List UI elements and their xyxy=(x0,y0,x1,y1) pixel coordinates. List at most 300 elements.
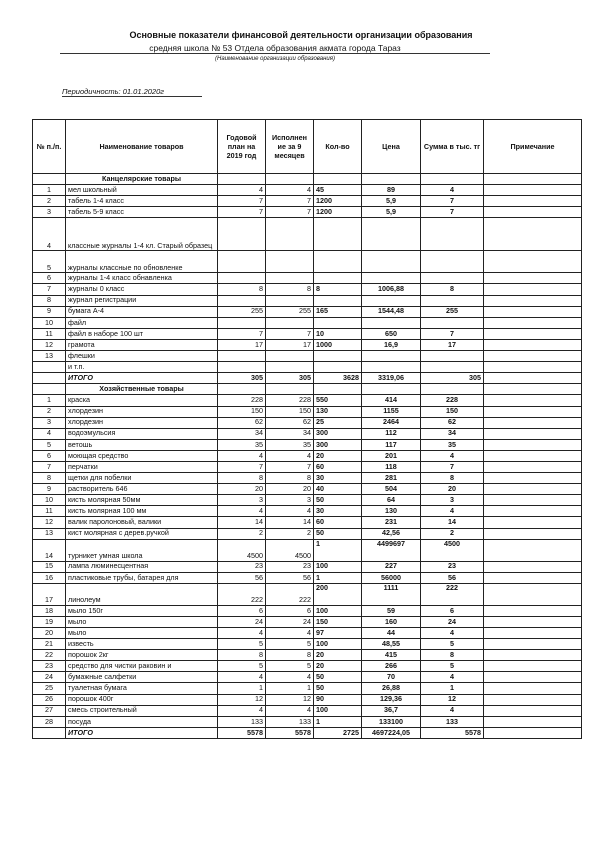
sum-value: 62 xyxy=(421,417,484,428)
sum-value xyxy=(421,351,484,362)
done-value: 6 xyxy=(266,605,314,616)
note-cell xyxy=(484,351,582,362)
note-cell xyxy=(484,185,582,196)
qty-value xyxy=(314,295,362,306)
note-cell xyxy=(484,484,582,495)
qty-value: 100 xyxy=(314,561,362,572)
done-value: 2 xyxy=(266,528,314,539)
plan-value: 12 xyxy=(218,694,266,705)
done-value: 4 xyxy=(266,628,314,639)
note-cell xyxy=(484,561,582,572)
done-value: 23 xyxy=(266,561,314,572)
note-cell xyxy=(484,705,582,716)
sum-value: 34 xyxy=(421,428,484,439)
note-cell xyxy=(484,295,582,306)
done-value: 4 xyxy=(266,705,314,716)
table-row xyxy=(33,295,582,306)
price-value: 5,9 xyxy=(362,196,421,207)
done-value: 12 xyxy=(266,694,314,705)
item-name: порошок 400г xyxy=(66,694,218,705)
plan-value: 34 xyxy=(218,428,266,439)
qty-value: 20 xyxy=(314,450,362,461)
item-name: журнал регистрации xyxy=(66,295,218,306)
total-sum: 305 xyxy=(421,373,484,384)
table-row xyxy=(33,539,582,561)
done-value: 228 xyxy=(266,395,314,406)
table-row xyxy=(33,395,582,406)
table-row xyxy=(33,306,582,317)
done-value xyxy=(266,351,314,362)
done-value: 1 xyxy=(266,683,314,694)
plan-value: 150 xyxy=(218,406,266,417)
done-value: 8 xyxy=(266,650,314,661)
table-row xyxy=(33,185,582,196)
done-value: 7 xyxy=(266,207,314,218)
table-row xyxy=(33,572,582,583)
sum-value: 4 xyxy=(421,185,484,196)
total-price: 3319,06 xyxy=(362,373,421,384)
plan-value: 62 xyxy=(218,417,266,428)
plan-value xyxy=(218,362,266,373)
item-name: классные журналы 1-4 кл. Старый образец xyxy=(66,218,218,251)
plan-value: 8 xyxy=(218,473,266,484)
row-number: 22 xyxy=(33,650,66,661)
item-name: щетки для побелки xyxy=(66,473,218,484)
sum-value: 8 xyxy=(421,650,484,661)
sum-value: 4500 xyxy=(421,539,484,561)
table-row xyxy=(33,284,582,295)
qty-value: 300 xyxy=(314,428,362,439)
table-row xyxy=(33,605,582,616)
done-value xyxy=(266,362,314,373)
table-row xyxy=(33,506,582,517)
row-number: 25 xyxy=(33,683,66,694)
price-value: 281 xyxy=(362,473,421,484)
section-number-cell xyxy=(33,174,66,185)
col-header-note: Примечание xyxy=(484,120,582,174)
note-cell xyxy=(484,473,582,484)
price-value: 118 xyxy=(362,461,421,472)
note-cell xyxy=(484,539,582,561)
plan-value: 7 xyxy=(218,461,266,472)
qty-value: 20 xyxy=(314,650,362,661)
note-cell xyxy=(484,495,582,506)
price-value: 201 xyxy=(362,450,421,461)
section-header-row xyxy=(33,174,582,185)
price-value: 231 xyxy=(362,517,421,528)
item-name: кисть молярная 100 мм xyxy=(66,506,218,517)
empty-cell xyxy=(266,384,314,395)
empty-cell xyxy=(218,174,266,185)
done-value: 4 xyxy=(266,672,314,683)
sum-value: 24 xyxy=(421,616,484,627)
done-value xyxy=(266,295,314,306)
item-name: хлордезин xyxy=(66,406,218,417)
row-number: 5 xyxy=(33,439,66,450)
note-cell xyxy=(484,362,582,373)
qty-value: 30 xyxy=(314,506,362,517)
sum-value: 4 xyxy=(421,672,484,683)
row-number: 9 xyxy=(33,484,66,495)
sum-value: 7 xyxy=(421,328,484,339)
table-row xyxy=(33,406,582,417)
price-value: 266 xyxy=(362,661,421,672)
note-cell xyxy=(484,506,582,517)
done-value: 7 xyxy=(266,328,314,339)
done-value xyxy=(266,251,314,273)
done-value: 62 xyxy=(266,417,314,428)
section-title: Канцелярские товары xyxy=(66,174,218,185)
section-header-row xyxy=(33,384,582,395)
qty-value: 300 xyxy=(314,439,362,450)
plan-value: 4 xyxy=(218,672,266,683)
sum-value xyxy=(421,273,484,284)
item-name: мел школьный xyxy=(66,185,218,196)
sum-value: 4 xyxy=(421,450,484,461)
item-name: журналы 1-4 класс обнавленка xyxy=(66,273,218,284)
item-name: моющая средство xyxy=(66,450,218,461)
empty-cell xyxy=(484,174,582,185)
table-row xyxy=(33,639,582,650)
note-cell xyxy=(484,628,582,639)
row-number: 7 xyxy=(33,284,66,295)
plan-value: 6 xyxy=(218,605,266,616)
sum-value: 4 xyxy=(421,705,484,716)
qty-value xyxy=(314,362,362,373)
organization-name: средняя школа № 53 Отдела образования акмата города Тараз xyxy=(60,43,490,54)
row-number: 12 xyxy=(33,517,66,528)
plan-value: 17 xyxy=(218,339,266,350)
plan-value: 2 xyxy=(218,528,266,539)
done-value: 35 xyxy=(266,439,314,450)
qty-value: 45 xyxy=(314,185,362,196)
sum-value: 12 xyxy=(421,694,484,705)
done-value: 4 xyxy=(266,450,314,461)
periodicity: Периодичность: 01.01.2020г xyxy=(62,87,202,97)
table-row xyxy=(33,273,582,284)
col-header-name: Наименование товаров xyxy=(66,120,218,174)
row-number: 19 xyxy=(33,616,66,627)
item-name: линолеум xyxy=(66,583,218,605)
sum-value: 150 xyxy=(421,406,484,417)
done-value: 5 xyxy=(266,661,314,672)
sum-value: 133 xyxy=(421,716,484,727)
row-number: 27 xyxy=(33,705,66,716)
qty-value xyxy=(314,351,362,362)
document-title: Основные показатели финансовой деятельности организации образования xyxy=(129,30,473,40)
plan-value xyxy=(218,218,266,251)
row-number: 12 xyxy=(33,339,66,350)
item-name: мыло xyxy=(66,628,218,639)
sum-value xyxy=(421,218,484,251)
table-row xyxy=(33,705,582,716)
col-header-plan: Годовой план на 2019 год xyxy=(218,120,266,174)
table-row xyxy=(33,417,582,428)
done-value xyxy=(266,317,314,328)
item-name: смесь строительный xyxy=(66,705,218,716)
price-value: 70 xyxy=(362,672,421,683)
price-value xyxy=(362,362,421,373)
note-cell xyxy=(484,196,582,207)
plan-value: 35 xyxy=(218,439,266,450)
note-cell xyxy=(484,639,582,650)
note-cell xyxy=(484,439,582,450)
plan-value: 4 xyxy=(218,628,266,639)
total-done: 5578 xyxy=(266,727,314,738)
price-value xyxy=(362,351,421,362)
price-value xyxy=(362,317,421,328)
total-number-cell xyxy=(33,727,66,738)
qty-value: 90 xyxy=(314,694,362,705)
sum-value: 56 xyxy=(421,572,484,583)
sum-value xyxy=(421,362,484,373)
table-header-row xyxy=(33,120,582,174)
sum-value: 20 xyxy=(421,484,484,495)
table-row xyxy=(33,716,582,727)
row-number: 4 xyxy=(33,218,66,251)
item-name: пластиковые трубы, батарея для xyxy=(66,572,218,583)
note-cell xyxy=(484,683,582,694)
total-label: ИТОГО xyxy=(66,373,218,384)
row-number: 20 xyxy=(33,628,66,639)
note-cell xyxy=(484,461,582,472)
price-value: 112 xyxy=(362,428,421,439)
done-value: 56 xyxy=(266,572,314,583)
row-number: 6 xyxy=(33,450,66,461)
plan-value: 24 xyxy=(218,616,266,627)
row-number: 3 xyxy=(33,417,66,428)
row-number: 9 xyxy=(33,306,66,317)
price-value: 133100 xyxy=(362,716,421,727)
done-value: 17 xyxy=(266,339,314,350)
note-cell xyxy=(484,672,582,683)
plan-value: 7 xyxy=(218,328,266,339)
col-header-number: № п./п. xyxy=(33,120,66,174)
price-value: 26,88 xyxy=(362,683,421,694)
item-name: грамота xyxy=(66,339,218,350)
item-name: туалетная бумага xyxy=(66,683,218,694)
total-qty: 3628 xyxy=(314,373,362,384)
note-cell xyxy=(484,251,582,273)
empty-cell xyxy=(218,384,266,395)
price-value: 89 xyxy=(362,185,421,196)
empty-cell xyxy=(266,174,314,185)
plan-value: 5 xyxy=(218,661,266,672)
table-body xyxy=(33,174,582,739)
table-row xyxy=(33,351,582,362)
item-name: флешки xyxy=(66,351,218,362)
row-number: 11 xyxy=(33,328,66,339)
note-cell xyxy=(484,317,582,328)
item-name: кисть молярная 50мм xyxy=(66,495,218,506)
sum-value: 255 xyxy=(421,306,484,317)
table-row xyxy=(33,196,582,207)
note-cell xyxy=(484,306,582,317)
sum-value: 5 xyxy=(421,639,484,650)
qty-value: 550 xyxy=(314,395,362,406)
table-row xyxy=(33,628,582,639)
price-value xyxy=(362,251,421,273)
total-note-cell xyxy=(484,373,582,384)
row-number: 21 xyxy=(33,639,66,650)
plan-value: 4 xyxy=(218,705,266,716)
empty-cell xyxy=(314,384,362,395)
qty-value: 1200 xyxy=(314,196,362,207)
row-number: 8 xyxy=(33,473,66,484)
item-name: известь xyxy=(66,639,218,650)
row-number: 4 xyxy=(33,428,66,439)
price-value: 650 xyxy=(362,328,421,339)
item-name: валик паролоновый, валики xyxy=(66,517,218,528)
table-row xyxy=(33,207,582,218)
row-number: 10 xyxy=(33,495,66,506)
section-title: Хозяйственные товары xyxy=(66,384,218,395)
empty-cell xyxy=(484,384,582,395)
plan-value: 255 xyxy=(218,306,266,317)
total-plan: 305 xyxy=(218,373,266,384)
qty-value: 100 xyxy=(314,705,362,716)
price-value: 415 xyxy=(362,650,421,661)
sum-value xyxy=(421,295,484,306)
qty-value: 50 xyxy=(314,528,362,539)
item-name: журналы классные по обновленке xyxy=(66,251,218,273)
price-value: 59 xyxy=(362,605,421,616)
sum-value: 7 xyxy=(421,461,484,472)
note-cell xyxy=(484,661,582,672)
note-cell xyxy=(484,428,582,439)
done-value: 255 xyxy=(266,306,314,317)
done-value: 7 xyxy=(266,461,314,472)
total-row xyxy=(33,727,582,738)
row-number xyxy=(33,362,66,373)
sum-value: 3 xyxy=(421,495,484,506)
price-value: 48,55 xyxy=(362,639,421,650)
table-row xyxy=(33,461,582,472)
qty-value: 165 xyxy=(314,306,362,317)
row-number: 24 xyxy=(33,672,66,683)
note-cell xyxy=(484,528,582,539)
sum-value: 23 xyxy=(421,561,484,572)
row-number: 6 xyxy=(33,273,66,284)
note-cell xyxy=(484,517,582,528)
row-number: 1 xyxy=(33,395,66,406)
price-value: 117 xyxy=(362,439,421,450)
item-name: бумага А-4 xyxy=(66,306,218,317)
done-value: 14 xyxy=(266,517,314,528)
qty-value: 1 xyxy=(314,539,362,561)
total-sum: 5578 xyxy=(421,727,484,738)
table-row xyxy=(33,495,582,506)
done-value: 150 xyxy=(266,406,314,417)
item-name: табель 1-4 класс xyxy=(66,196,218,207)
total-label: ИТОГО xyxy=(66,727,218,738)
qty-value: 97 xyxy=(314,628,362,639)
empty-cell xyxy=(421,174,484,185)
item-name: ветошь xyxy=(66,439,218,450)
price-value: 129,36 xyxy=(362,694,421,705)
item-name: бумажные салфетки xyxy=(66,672,218,683)
note-cell xyxy=(484,616,582,627)
price-value: 36,7 xyxy=(362,705,421,716)
total-row xyxy=(33,373,582,384)
item-name: водоэмульсия xyxy=(66,428,218,439)
price-value: 227 xyxy=(362,561,421,572)
done-value: 24 xyxy=(266,616,314,627)
done-value: 34 xyxy=(266,428,314,439)
note-cell xyxy=(484,694,582,705)
price-value: 130 xyxy=(362,506,421,517)
row-number: 13 xyxy=(33,528,66,539)
qty-value: 1200 xyxy=(314,207,362,218)
qty-value: 200 xyxy=(314,583,362,605)
qty-value: 60 xyxy=(314,517,362,528)
row-number: 14 xyxy=(33,539,66,561)
row-number: 2 xyxy=(33,196,66,207)
row-number: 5 xyxy=(33,251,66,273)
plan-value: 133 xyxy=(218,716,266,727)
row-number: 8 xyxy=(33,295,66,306)
table-row xyxy=(33,661,582,672)
row-number: 23 xyxy=(33,661,66,672)
table-row xyxy=(33,251,582,273)
qty-value: 25 xyxy=(314,417,362,428)
item-name: лампа люминесцентная xyxy=(66,561,218,572)
row-number: 1 xyxy=(33,185,66,196)
plan-value: 20 xyxy=(218,484,266,495)
price-value: 16,9 xyxy=(362,339,421,350)
done-value: 8 xyxy=(266,284,314,295)
plan-value: 228 xyxy=(218,395,266,406)
empty-cell xyxy=(314,174,362,185)
row-number: 15 xyxy=(33,561,66,572)
total-price: 4697224,05 xyxy=(362,727,421,738)
qty-value: 50 xyxy=(314,495,362,506)
table-row xyxy=(33,450,582,461)
total-plan: 5578 xyxy=(218,727,266,738)
price-value xyxy=(362,273,421,284)
empty-cell xyxy=(362,174,421,185)
item-name: табель 5-9 класс xyxy=(66,207,218,218)
done-value: 4500 xyxy=(266,539,314,561)
done-value xyxy=(266,218,314,251)
plan-value xyxy=(218,295,266,306)
row-number: 28 xyxy=(33,716,66,727)
done-value: 20 xyxy=(266,484,314,495)
note-cell xyxy=(484,583,582,605)
done-value: 4 xyxy=(266,506,314,517)
col-header-sum: Сумма в тыс. тг xyxy=(421,120,484,174)
price-value: 4499697 xyxy=(362,539,421,561)
table-row xyxy=(33,339,582,350)
sum-value: 7 xyxy=(421,196,484,207)
goods-table xyxy=(32,119,582,739)
table-row xyxy=(33,650,582,661)
item-name: растворитель 646 xyxy=(66,484,218,495)
qty-value: 20 xyxy=(314,661,362,672)
item-name: файл xyxy=(66,317,218,328)
price-value: 1155 xyxy=(362,406,421,417)
price-value: 160 xyxy=(362,616,421,627)
sum-value xyxy=(421,317,484,328)
sum-value: 8 xyxy=(421,473,484,484)
item-name: мыло xyxy=(66,616,218,627)
item-name: средство для чистки раковин и xyxy=(66,661,218,672)
total-done: 305 xyxy=(266,373,314,384)
plan-value xyxy=(218,317,266,328)
col-header-qty: Кол-во xyxy=(314,120,362,174)
plan-value: 8 xyxy=(218,650,266,661)
total-qty: 2725 xyxy=(314,727,362,738)
